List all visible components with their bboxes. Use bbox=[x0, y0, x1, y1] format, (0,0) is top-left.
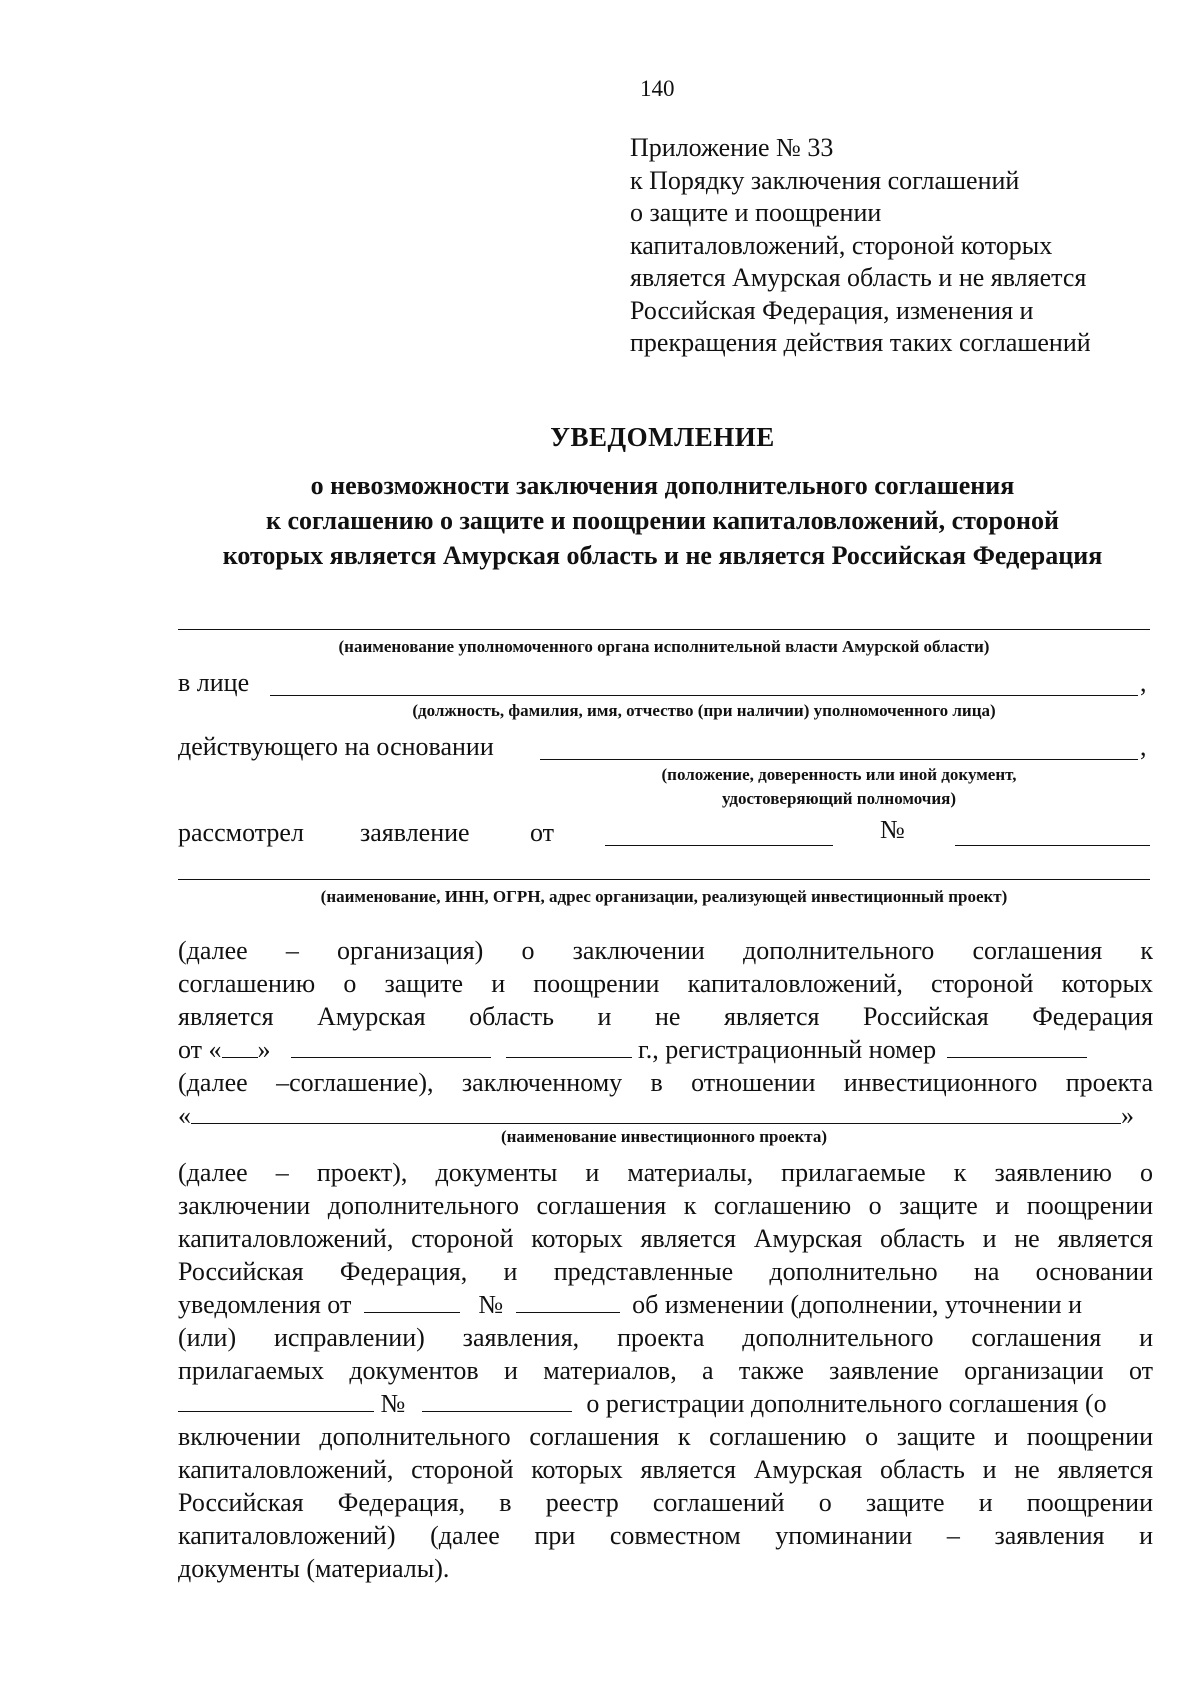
basis-document-field[interactable] bbox=[540, 759, 1138, 760]
word: является bbox=[723, 1002, 820, 1031]
authorized-person-field[interactable] bbox=[270, 695, 1138, 696]
caption-basis-1: (положение, доверенность или иной документ, bbox=[661, 765, 1017, 784]
paragraph-line: документы (материалы). bbox=[178, 1554, 450, 1583]
caption-project: (наименование инвестиционного проекта) bbox=[500, 1127, 828, 1146]
application-label: заявление bbox=[360, 818, 470, 847]
word: от « bbox=[178, 1035, 222, 1064]
caption-organ: (наименование уполномоченного органа исполнительной власти Амурской области) bbox=[338, 637, 990, 656]
appendix-line: Российская Федерация, изменения и bbox=[630, 295, 1034, 325]
comma: , bbox=[1140, 668, 1147, 697]
comma: , bbox=[1140, 732, 1147, 761]
word: Амурская bbox=[317, 1002, 426, 1031]
month-field[interactable] bbox=[291, 1035, 491, 1058]
subtitle-line: которых является Амурская область и не является Российская Федерация bbox=[222, 541, 1103, 570]
paragraph-line: (или) исправлении) заявления, проекта дополнительного соглашения и bbox=[178, 1323, 1153, 1352]
application-number-field[interactable] bbox=[955, 845, 1150, 846]
word: организация) bbox=[337, 936, 484, 965]
word: об изменении (дополнении, уточнении и bbox=[632, 1290, 1083, 1319]
paragraph-line: капиталовложений, стороной которых является Амурская область и не является bbox=[178, 1455, 1153, 1484]
word: соглашения bbox=[972, 936, 1103, 965]
paragraph-line bbox=[178, 934, 1153, 967]
appendix-line: прекращения действия таких соглашений bbox=[630, 328, 1091, 357]
appendix-line: к Порядку заключения соглашений bbox=[630, 165, 1020, 195]
word: (далее bbox=[178, 936, 248, 965]
document-subtitle bbox=[150, 468, 1175, 573]
paragraph-line: соглашению о защите и поощрении капиталовложений, стороной которых bbox=[178, 969, 1153, 998]
paragraph-line: (далее –соглашение), заключенному в отношении инвестиционного проекта bbox=[178, 1068, 1153, 1097]
registration-number-field[interactable] bbox=[947, 1035, 1087, 1058]
number-sign: № bbox=[880, 815, 905, 844]
word: дополнительного bbox=[743, 936, 935, 965]
word: № bbox=[478, 1290, 504, 1319]
paragraph-line: капиталовложений, стороной которых является Амурская область и не является bbox=[178, 1224, 1153, 1253]
registration-application-number-field[interactable] bbox=[422, 1389, 572, 1412]
paragraph-line bbox=[178, 1033, 1153, 1066]
caption-organization: (наименование, ИНН, ОГРН, адрес организации, реализующей инвестиционный проект) bbox=[320, 887, 1008, 906]
page-number: 140 bbox=[640, 76, 675, 101]
word: « bbox=[178, 1101, 191, 1130]
appendix-block bbox=[630, 132, 1091, 360]
paragraph-line: капиталовложений) (далее при совместном упоминании – заявления и bbox=[178, 1521, 1153, 1550]
paragraph-line: прилагаемых документов и материалов, а также заявление организации от bbox=[178, 1356, 1153, 1385]
organ-name-field[interactable] bbox=[178, 629, 1150, 630]
organization-field[interactable] bbox=[178, 879, 1150, 880]
word: уведомления от bbox=[178, 1290, 352, 1319]
word: о регистрации дополнительного соглашения (о bbox=[586, 1389, 1107, 1418]
caption-person: (должность, фамилия, имя, отчество (при наличии) уполномоченного лица) bbox=[412, 701, 996, 720]
reviewed-label: рассмотрел bbox=[178, 818, 304, 847]
word: не bbox=[654, 1002, 681, 1031]
day-field[interactable] bbox=[222, 1035, 258, 1058]
word: № bbox=[380, 1389, 406, 1418]
caption-basis-2: удостоверяющий полномочия) bbox=[721, 789, 957, 808]
paragraph-line bbox=[178, 1387, 1153, 1420]
appendix-line: капиталовложений, стороной которых bbox=[630, 230, 1053, 260]
word: область bbox=[469, 1002, 554, 1031]
registration-application-date-field[interactable] bbox=[178, 1389, 374, 1412]
word: к bbox=[1140, 936, 1153, 965]
appendix-line: о защите и поощрении bbox=[630, 198, 882, 227]
paragraph-line: (далее – проект), документы и материалы, прилагаемые к заявлению о bbox=[178, 1158, 1153, 1187]
paragraph-line: включении дополнительного соглашения к соглашению о защите и поощрении bbox=[178, 1422, 1153, 1451]
paragraph-line: заключении дополнительного соглашения к соглашению о защите и поощрении bbox=[178, 1191, 1153, 1220]
word: является bbox=[178, 1002, 274, 1031]
word: о bbox=[521, 936, 535, 965]
subtitle-line: к соглашению о защите и поощрении капиталовложений, стороной bbox=[266, 506, 1059, 535]
appendix-line: является Амурская область и не является bbox=[630, 263, 1087, 292]
paragraph-line bbox=[178, 1000, 1153, 1033]
document-title: УВЕДОМЛЕНИЕ bbox=[550, 422, 775, 452]
paragraph-line bbox=[178, 1288, 1153, 1321]
word: » bbox=[257, 1035, 271, 1064]
word: » bbox=[1121, 1101, 1134, 1130]
paragraph-1 bbox=[178, 934, 1153, 1132]
paragraph-line: Российская Федерация, в реестр соглашений о защите и поощрении bbox=[178, 1488, 1153, 1517]
in-person-label: в лице bbox=[178, 668, 250, 697]
paragraph-line: Российская Федерация, и представленные дополнительно на основании bbox=[178, 1257, 1153, 1286]
notification-number-field[interactable] bbox=[516, 1290, 620, 1313]
word: г., регистрационный номер bbox=[638, 1035, 937, 1064]
appendix-line: Приложение № 33 bbox=[630, 133, 834, 162]
from-label: от bbox=[530, 818, 555, 847]
word: и bbox=[597, 1002, 612, 1031]
word: Российская bbox=[863, 1002, 989, 1031]
word: Федерация bbox=[1032, 1002, 1154, 1031]
basis-label: действующего на основании bbox=[178, 732, 494, 761]
subtitle-line: о невозможности заключения дополнительного соглашения bbox=[310, 471, 1015, 500]
application-date-field[interactable] bbox=[605, 845, 833, 846]
notification-date-field[interactable] bbox=[364, 1290, 460, 1313]
project-name-field[interactable] bbox=[191, 1101, 1121, 1124]
word: – bbox=[285, 936, 299, 965]
paragraph-2 bbox=[178, 1156, 1153, 1585]
word: заключении bbox=[572, 936, 705, 965]
year-field[interactable] bbox=[506, 1035, 632, 1058]
